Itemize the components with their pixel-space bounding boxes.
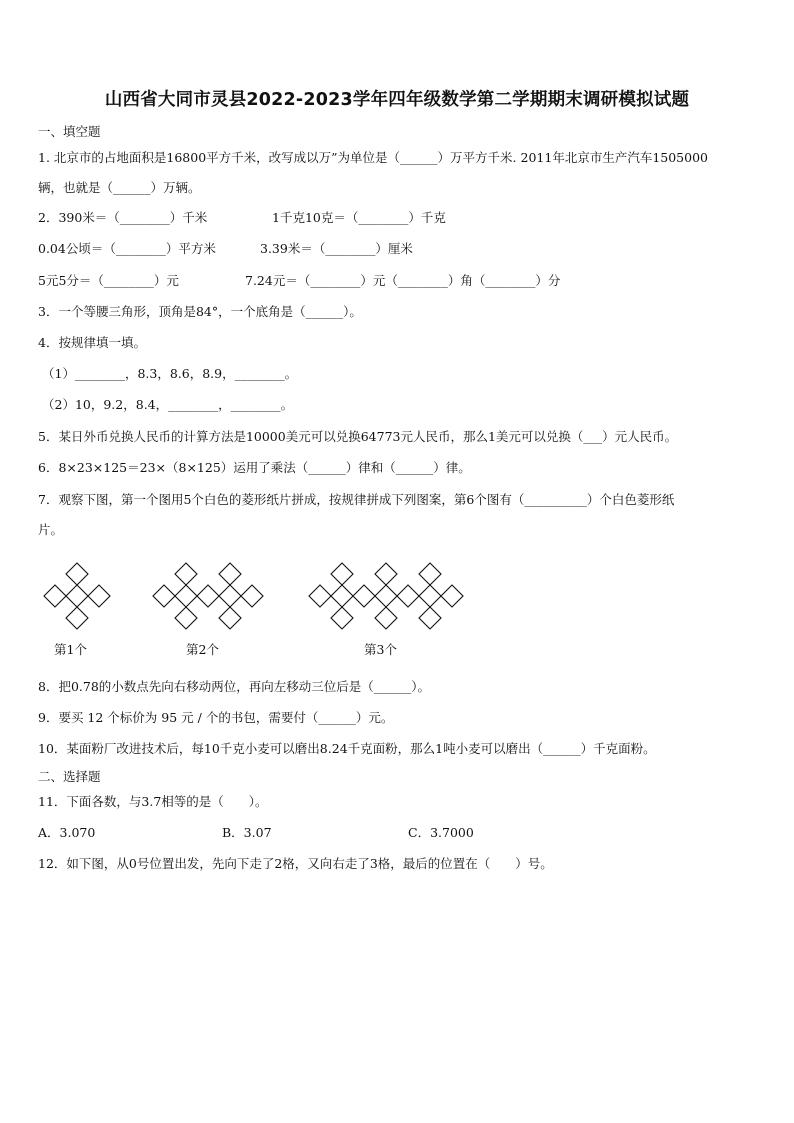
question-1-line-2: 辆，也就是（______）万辆。 [38, 180, 201, 195]
question-5: 5．某日外币兑换人民币的计算方法是10000美元可以兑换64773元人民币，那么1美元可以兑换（___）元人民币。 [38, 429, 678, 444]
question-12: 12．如下图，从0号位置出发，先向下走了2格，又向右走了3格，最后的位置在（ ）号。 [38, 856, 553, 871]
question-8: 8．把0.78的小数点先向右移动两位，再向左移动三位后是（______）。 [38, 679, 431, 694]
question-11-option-b: B．3.07 [222, 825, 272, 840]
question-6: 6．8×23×125＝23×（8×125）运用了乘法（______）律和（______）律。 [38, 460, 471, 475]
question-2-part-f: 7.24元＝（________）元（________）角（________）分 [245, 273, 561, 288]
question-7-line-1: 7．观察下图，第一个图用5个白色的菱形纸片拼成，按规律拼成下列图案，第6个图有（__________）个白色菱形纸 [38, 492, 675, 507]
question-2-part-c: 0.04公顷＝（________）平方米 [38, 241, 216, 256]
figure-1-caption: 第1个 [54, 642, 87, 657]
page-title: 山西省大同市灵县2022-2023学年四年级数学第二学期期末调研模拟试题 [104, 90, 690, 110]
figure-2-diamonds [153, 563, 263, 629]
question-2-part-e: 5元5分＝（________）元 [38, 273, 179, 288]
question-1-line-1: 1. 北京市的占地面积是16800平方千米，改写成以万”为单位是（______）万平方千米. 2011年北京市生产汽车1505000 [38, 150, 708, 165]
section-heading-fill-blank: 一、填空题 [38, 124, 101, 139]
figure-2-caption: 第2个 [186, 642, 219, 657]
question-11-option-a: A．3.070 [38, 825, 96, 840]
figure-3-caption: 第3个 [364, 642, 397, 657]
question-10: 10．某面粉厂改进技术后，每10千克小麦可以磨出8.24千克面粉，那么1吨小麦可以磨出（______）千克面粉。 [38, 741, 656, 756]
question-2-part-d: 3.39米＝（________）厘米 [260, 241, 413, 256]
question-3: 3．一个等腰三角形，顶角是84°，一个底角是（______）。 [38, 304, 362, 319]
question-2-part-a: 2．390米＝（________）千米 [38, 210, 208, 225]
question-11-option-c: C．3.7000 [408, 825, 474, 840]
question-11: 11．下面各数，与3.7相等的是（ ）。 [38, 794, 268, 809]
question-4: 4．按规律填一填。 [38, 335, 146, 350]
figure-3-diamonds [309, 563, 463, 629]
question-4-part-2: （2）10，9.2，8.4，________，________。 [42, 397, 294, 412]
question-7-line-2: 片。 [38, 522, 64, 537]
question-2-part-b: 1千克10克＝（________）千克 [272, 210, 446, 225]
question-4-part-1: （1）________，8.3，8.6，8.9，________。 [42, 366, 298, 381]
figure-1-diamonds [44, 563, 110, 629]
question-9: 9．要买 12 个标价为 95 元 / 个的书包，需要付（______）元。 [38, 710, 394, 725]
section-heading-multiple-choice: 二、选择题 [38, 769, 101, 784]
